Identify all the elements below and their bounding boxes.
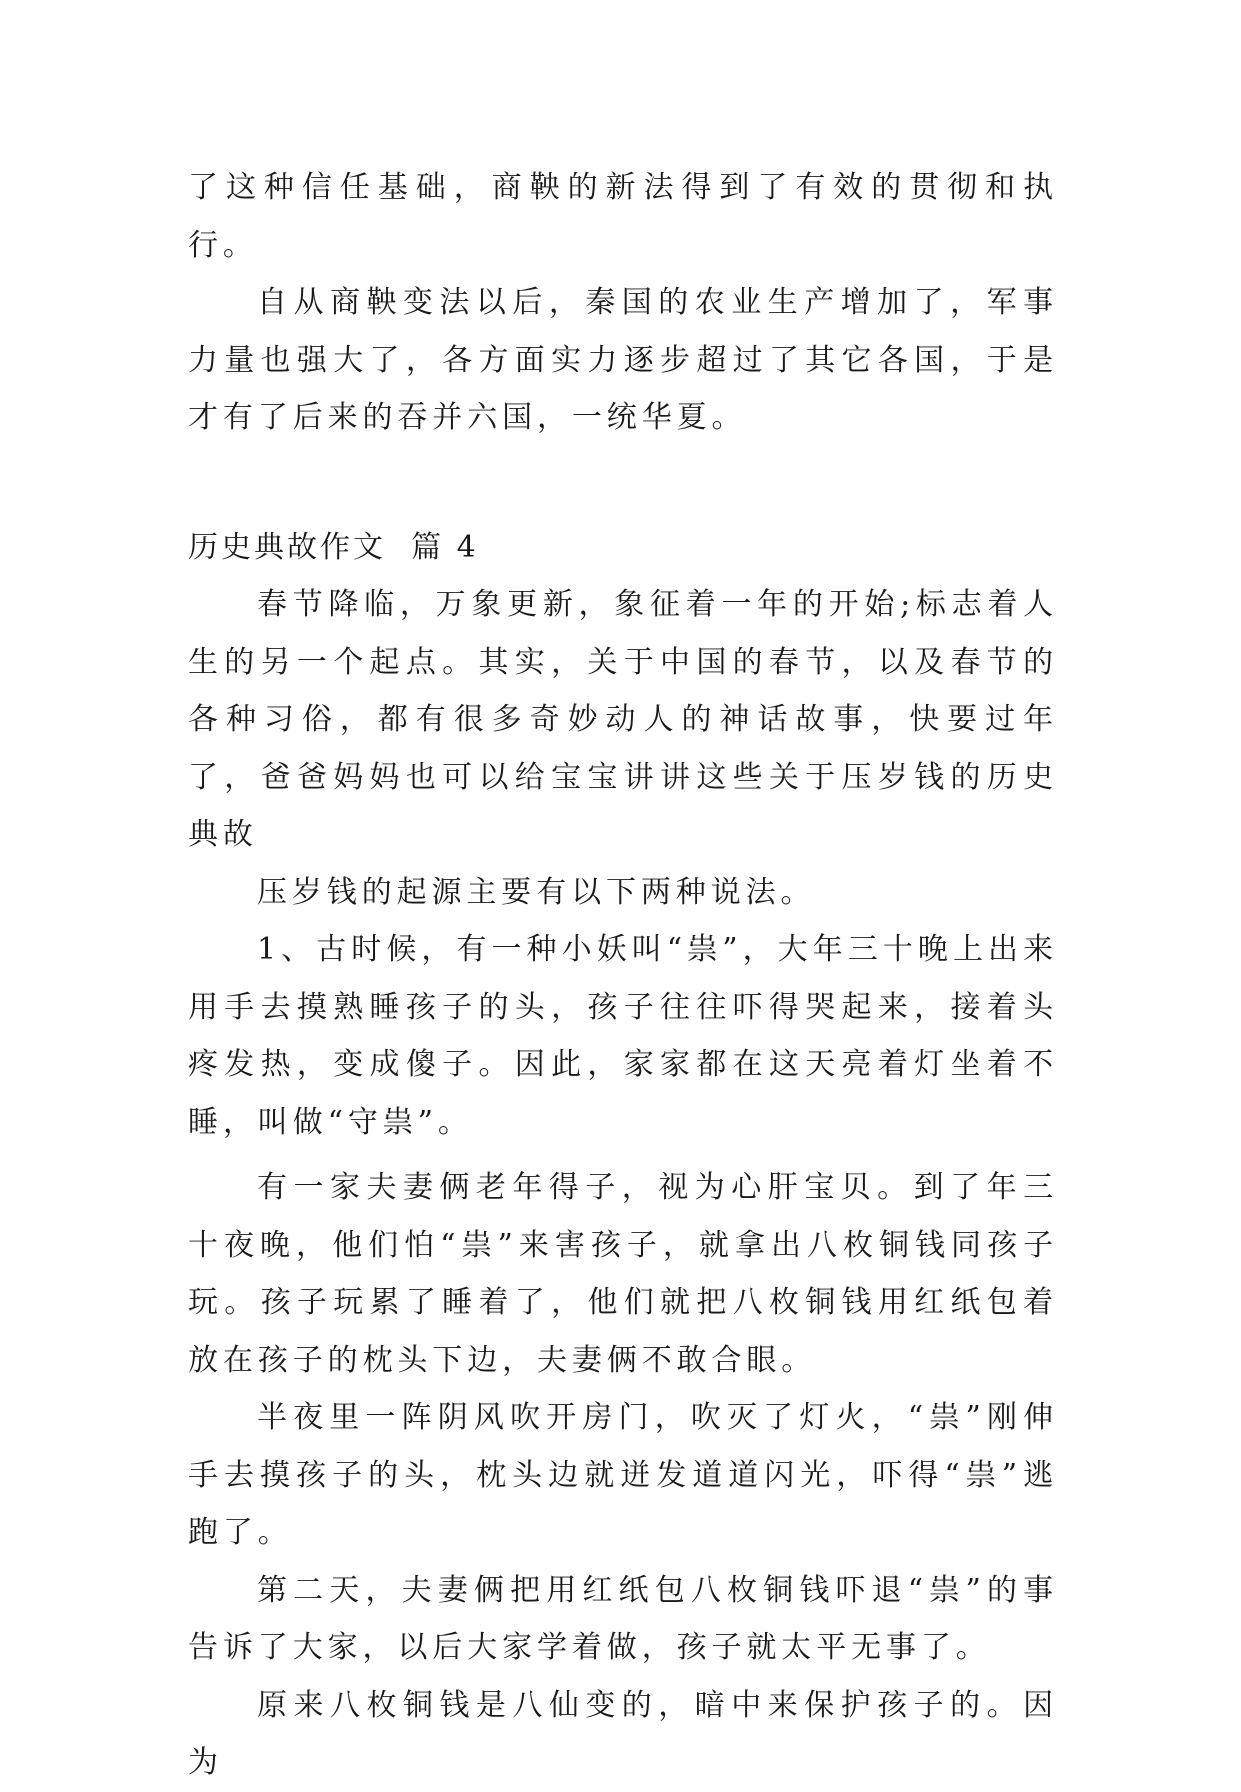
section-heading: 历史典故作文 篇 4 xyxy=(188,529,479,565)
paragraph-origin-one: 1、古时候，有一种小妖叫“祟”，大年三十晚上出来用手去摸熟睡孩子的头，孩子往往吓得哭起来，接着头疼发热，变成傻子。因此，家家都在这天亮着灯坐着不睡，叫做“守祟”。 xyxy=(188,932,1058,1140)
paragraph-continued: 了这种信任基础，商鞅的新法得到了有效的贯彻和执行。 xyxy=(188,170,1058,263)
paragraph-next-day: 第二天，夫妻俩把用红纸包八枚铜钱吓退“祟”的事告诉了大家，以后大家学着做，孩子就太平无事了。 xyxy=(188,1572,1058,1665)
paragraph-midnight: 半夜里一阵阴风吹开房门，吹灭了灯火，“祟”刚伸手去摸孩子的头，枕头边就迸发道道闪光，吓得“祟”逃跑了。 xyxy=(188,1400,1058,1550)
paragraph-eight-immortals: 原来八枚铜钱是八仙变的，暗中来保护孩子的。因为 xyxy=(188,1687,1058,1780)
paragraph-origin-intro: 压岁钱的起源主要有以下两种说法。 xyxy=(257,874,816,910)
section-spacer xyxy=(188,447,1058,519)
document-body xyxy=(188,159,1058,1792)
paragraph-old-couple: 有一家夫妻俩老年得子，视为心肝宝贝。到了年三十夜晚，他们怕“祟”来害孩子，就拿出八枚铜钱同孩子玩。孩子玩累了睡着了，他们就把八枚铜钱用红纸包着放在孩子的枕头下边，夫妻俩不敢合眼。 xyxy=(188,1170,1058,1378)
paragraph-shang-yang-reform: 自从商鞅变法以后，秦国的农业生产增加了，军事力量也强大了，各方面实力逐步超过了其它各国，于是才有了后来的吞并六国，一统华夏。 xyxy=(188,285,1058,435)
paragraph-spring-festival: 春节降临，万象更新，象征着一年的开始;标志着人生的另一个起点。其实，关于中国的春节，以及春节的各种习俗，都有很多奇妙动人的神话故事，快要过年了，爸爸妈妈也可以给宝宝讲讲这些关于压岁钱的历史典故 xyxy=(188,587,1058,852)
